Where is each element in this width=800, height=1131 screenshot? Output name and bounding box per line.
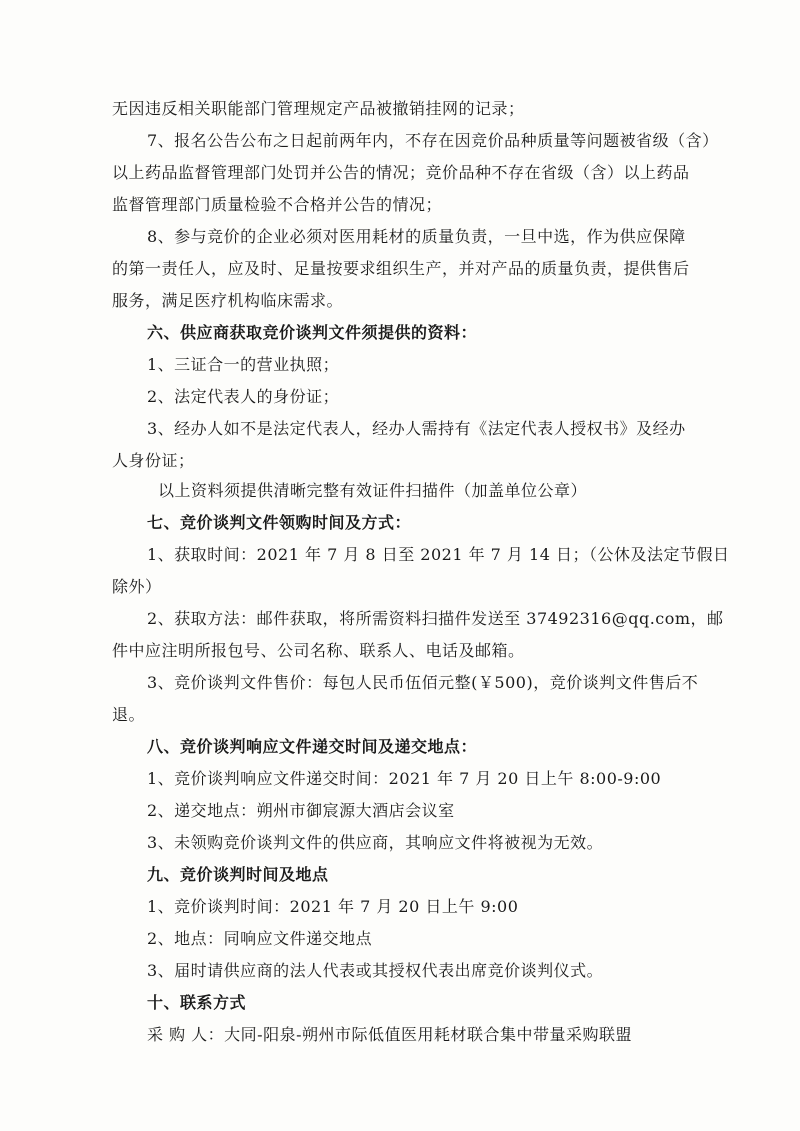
text-line: 3、届时请供应商的法人代表或其授权代表出席竞价谈判仪式。 <box>147 961 604 980</box>
text-line: 以上资料须提供清晰完整有效证件扫描件（加盖单位公章） <box>158 481 588 500</box>
text-line: 以上药品监督管理部门处罚并公告的情况；竞价品种不存在省级（含）以上药品 <box>112 163 690 182</box>
section-heading: 七、竞价谈判文件领购时间及方式： <box>147 513 412 532</box>
text-line: 人身份证； <box>112 451 195 470</box>
text-line: 1、竞价谈判响应文件递交时间：2021 年 7 月 20 日上午 8:00-9:00 <box>147 769 662 788</box>
text-line: 1、获取时间：2021 年 7 月 8 日至 2021 年 7 月 14 日；（公休及法定节假日 <box>147 545 730 564</box>
text-line: 2、法定代表人的身份证； <box>147 387 340 406</box>
section-heading: 十、联系方式 <box>147 993 247 1012</box>
text-line: 监督管理部门质量检验不合格并公告的情况； <box>112 195 443 214</box>
text-line: 退。 <box>112 705 146 724</box>
section-heading: 八、竞价谈判响应文件递交时间及递交地点： <box>147 737 478 756</box>
text-line: 3、竞价谈判文件售价：每包人民币伍佰元整(￥500)，竞价谈判文件售后不 <box>147 673 699 692</box>
text-line: 2、递交地点：朔州市御宸源大酒店会议室 <box>147 801 455 820</box>
text-line: 2、获取方法：邮件获取，将所需资料扫描件发送至 37492316@qq.com，邮 <box>147 609 724 628</box>
text-line: 采 购 人：大同-阳泉-朔州市际低值医用耗材联合集中带量采购联盟 <box>147 1025 632 1044</box>
text-line: 8、参与竞价的企业必须对医用耗材的质量负责，一旦中选，作为供应保障 <box>147 227 686 246</box>
text-line: 3、未领购竞价谈判文件的供应商，其响应文件将被视为无效。 <box>147 833 604 852</box>
text-line: 的第一责任人，应及时、足量按要求组织生产，并对产品的质量负责，提供售后 <box>112 259 690 278</box>
text-line: 1、竞价谈判时间：2021 年 7 月 20 日上午 9:00 <box>147 897 519 916</box>
text-line: 2、地点：同响应文件递交地点 <box>147 929 373 948</box>
text-line: 无因违反相关职能部门管理规定产品被撤销挂网的记录； <box>112 99 525 118</box>
text-line: 除外） <box>112 577 162 596</box>
section-heading: 九、竞价谈判时间及地点 <box>147 865 329 884</box>
text-line: 服务，满足医疗机构临床需求。 <box>112 291 344 310</box>
text-line: 1、三证合一的营业执照； <box>147 355 340 374</box>
text-line: 7、报名公告公布之日起前两年内，不存在因竞价品种质量等问题被省级（含） <box>147 131 719 150</box>
section-heading: 六、供应商获取竞价谈判文件须提供的资料： <box>147 323 478 342</box>
text-line: 3、经办人如不是法定代表人，经办人需持有《法定代表人授权书》及经办 <box>147 419 686 438</box>
text-line: 件中应注明所报包号、公司名称、联系人、电话及邮箱。 <box>112 641 525 660</box>
